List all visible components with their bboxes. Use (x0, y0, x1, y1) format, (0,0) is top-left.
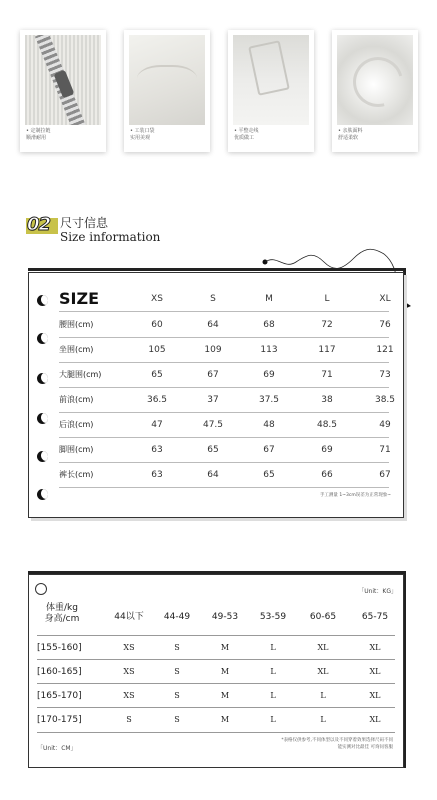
size-title: SIZE (59, 289, 100, 308)
table-row: 坐围(cm) 105 109 113 117 121 (59, 338, 389, 363)
table-row: 前浪(cm) 36.5 37 37.5 38 38.5 (59, 388, 389, 413)
weight-header: 53-59 (259, 612, 287, 622)
moon-icon (37, 451, 48, 462)
moon-icon (37, 373, 48, 384)
measurement-note: 手工测量 1~3cm误差为正常现象~ (319, 493, 391, 498)
moon-icon (37, 295, 48, 306)
size-header: S (210, 294, 216, 304)
fit-header-label: 体重/kg 身高/cm (44, 603, 80, 624)
table-row: 脚围(cm) 63 65 67 69 71 (59, 438, 389, 463)
section-title-cn: 尺寸信息 (60, 216, 109, 230)
moon-icon (37, 333, 48, 344)
stitching-photo (233, 35, 309, 125)
detail-card-zipper (20, 30, 106, 152)
weight-header: 44-49 (163, 612, 191, 622)
table-row: 裤长(cm) 63 64 65 66 67 (59, 463, 389, 488)
fabric-photo (337, 35, 413, 125)
fit-recommendation-table (28, 574, 404, 768)
size-header: XS (151, 294, 163, 304)
detail-card-fabric (332, 30, 418, 152)
section-title-en: Size information (60, 230, 161, 244)
weight-header: 49-53 (211, 612, 239, 622)
size-measurement-table (28, 272, 404, 518)
table-row: 后浪(cm) 47 47.5 48 48.5 49 (59, 413, 389, 438)
table-row: [165-170] XS S M L L XL (37, 683, 395, 708)
detail-caption: • 定制拉链 顺滑耐用 (26, 128, 51, 141)
fit-header-row (29, 601, 403, 633)
weight-header: 44以下 (114, 612, 144, 622)
moon-icon (37, 489, 48, 500)
detail-card-stitching (228, 30, 314, 152)
table-row: 大腿围(cm) 65 67 69 71 73 (59, 363, 389, 388)
table-row: [170-175] S S M L L XL (37, 707, 395, 733)
weight-header: 65-75 (361, 612, 389, 622)
detail-caption: • 平整走线 优质做工 (234, 128, 259, 141)
zipper-photo (25, 35, 101, 125)
detail-cards (20, 30, 420, 160)
weight-header: 60-65 (309, 612, 337, 622)
circle-icon (35, 583, 47, 595)
pocket-photo (129, 35, 205, 125)
size-header: L (324, 294, 330, 304)
size-header: XL (379, 294, 391, 304)
size-header: M (265, 294, 273, 304)
table-row: [160-165] XS S M L XL XL (37, 659, 395, 684)
unit-weight: 「Unit：KG」 (358, 588, 397, 595)
section-number: 02 (27, 214, 51, 235)
detail-caption: • 工装口袋 实用美观 (130, 128, 155, 141)
table-row: [155-160] XS S M L XL XL (37, 635, 395, 660)
fit-note: *表格仅供参考,不同体型以及不同穿着效果选择尺码不同 能实测对比最佳 可询问客服 (281, 738, 393, 750)
size-header-row (59, 287, 389, 312)
detail-caption: • 亲肤面料 舒适柔软 (338, 128, 363, 141)
unit-height: 「Unit：CM」 (37, 745, 77, 752)
detail-card-pocket (124, 30, 210, 152)
table-row: 腰围(cm) 60 64 68 72 76 (59, 313, 389, 338)
moon-icon (37, 413, 48, 424)
